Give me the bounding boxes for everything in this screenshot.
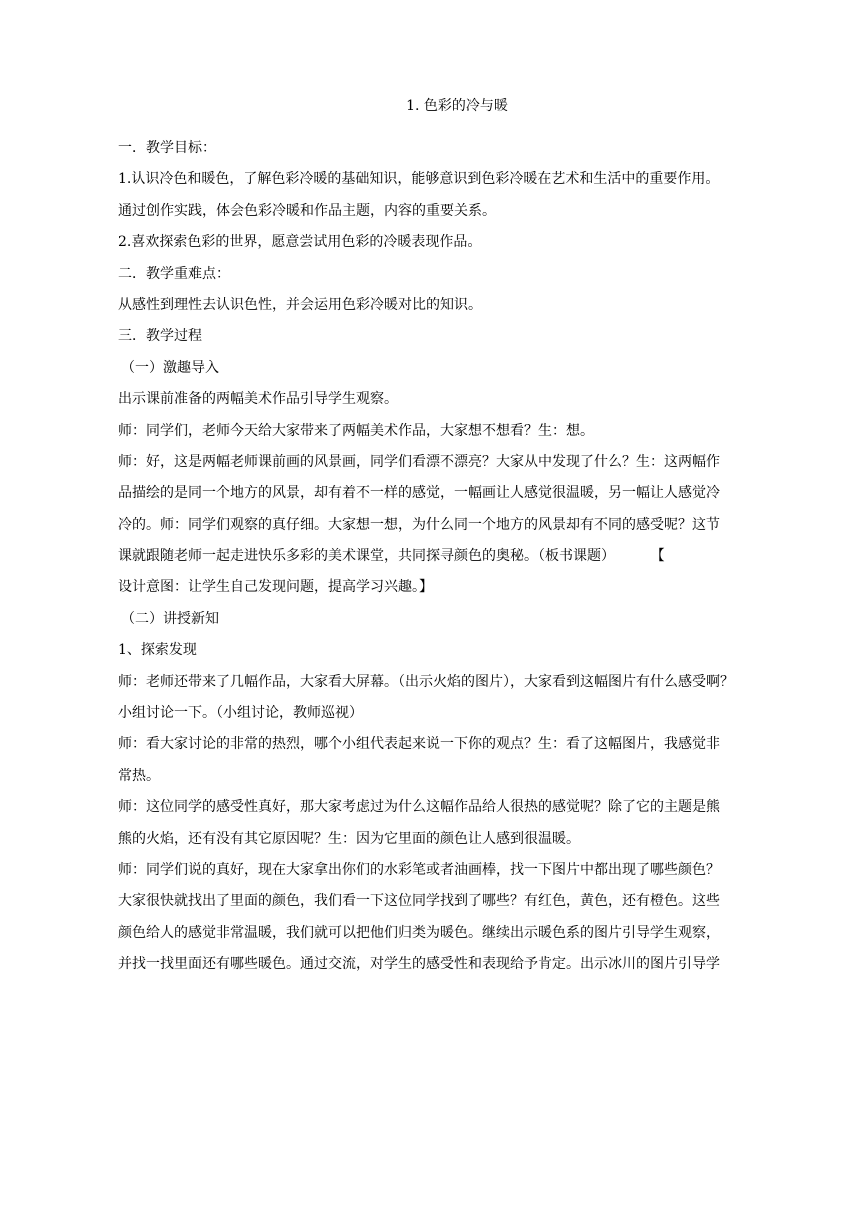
paragraph-line: 师：这位同学的感受性真好，那大家考虑过为什么这幅作品给人很热的感觉呢？除了它的主题是熊	[118, 799, 720, 816]
paragraph-line: 大家很快就找出了里面的颜色，我们看一下这位同学找到了哪些？有红色，黄色，还有橙色。这些	[118, 893, 720, 910]
paragraph-line: 师：看大家讨论的非常的热烈，哪个小组代表起来说一下你的观点？生：看了这幅图片，我感觉非	[118, 736, 720, 753]
paragraph-line: 小组讨论一下。（小组讨论，教师巡视）	[118, 705, 363, 722]
paragraph-line: 熊的火焰，还有没有其它原因呢？生：因为它里面的颜色让人感到很温暖。	[118, 830, 580, 847]
paragraph-line: 并找一找里面还有哪些暖色。通过交流，对学生的感受性和表现给予肯定。出示冰川的图片引导学	[118, 956, 720, 973]
objective-1-line-2: 通过创作实践，体会色彩冷暖和作品主题，内容的重要关系。	[118, 202, 496, 219]
paragraph-line: 冷的。师：同学们观察的真仔细。大家想一想，为什么同一个地方的风景却有不同的感受呢？这节	[118, 516, 720, 533]
objective-1-line-1: 1.认识冷色和暖色，了解色彩冷暖的基础知识，能够意识到色彩冷暖在艺术和生活中的重要作用。	[118, 171, 720, 188]
heading-process: 三．教学过程	[118, 328, 202, 345]
paragraph-line: 常热。	[118, 767, 160, 784]
paragraph-line: 师：好，这是两幅老师课前画的风景画，同学们看漂不漂亮？大家从中发现了什么？生：这两幅作	[118, 453, 720, 470]
document-page	[118, 96, 774, 981]
heading-objectives: 一．教学目标：	[118, 140, 216, 156]
subheading-intro: （一）激趣导入	[121, 359, 219, 376]
document-title: 1. 色彩的冷与暖	[406, 98, 508, 114]
paragraph-line: 出示课前准备的两幅美术作品引导学生观察。	[118, 391, 398, 408]
paragraph-line: 师：同学们，老师今天给大家带来了两幅美术作品，大家想不想看？生：想。	[118, 422, 594, 439]
key-points-text: 从感性到理性去认识色性，并会运用色彩冷暖对比的知识。	[118, 296, 482, 313]
paragraph-line: 课就跟随老师一起走进快乐多彩的美术课堂，共同探寻颜色的奥秘。（板书课题） 【	[118, 548, 665, 565]
objective-2: 2.喜欢探索色彩的世界，愿意尝试用色彩的冷暖表现作品。	[118, 234, 482, 251]
subheading-new-knowledge: （二）讲授新知	[121, 610, 219, 627]
paragraph-line: 师：同学们说的真好，现在大家拿出你们的水彩笔或者油画棒，找一下图片中都出现了哪些颜色？	[118, 861, 720, 878]
paragraph-line: 师：老师还带来了几幅作品，大家看大屏幕。（出示火焰的图片），大家看到这幅图片有什么感受啊？	[118, 673, 734, 690]
subheading-explore: 1、探索发现	[118, 642, 197, 659]
design-intent-line: 设计意图：让学生自己发现问题，提高学习兴趣。】	[118, 579, 433, 596]
paragraph-line: 品描绘的是同一个地方的风景，却有着不一样的感觉，一幅画让人感觉很温暖，另一幅让人感觉冷	[118, 485, 720, 502]
heading-key-points: 二．教学重难点：	[118, 265, 230, 282]
document-body	[118, 133, 774, 981]
paragraph-line: 颜色给人的感觉非常温暖，我们就可以把他们归类为暖色。继续出示暖色系的图片引导学生观察，	[118, 924, 720, 941]
